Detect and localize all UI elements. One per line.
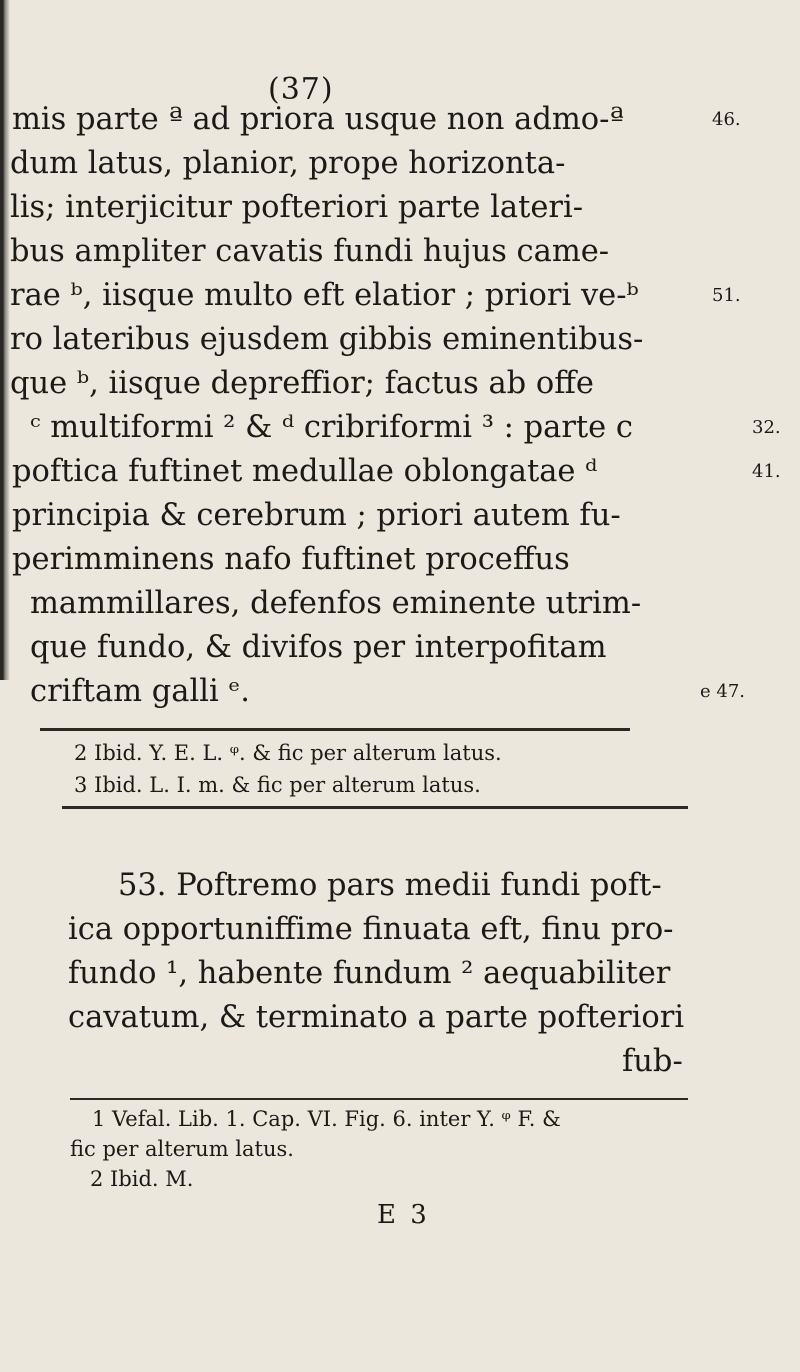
footnote-rule-bottom xyxy=(62,806,688,809)
main-line-7: que ᵇ, iisque depreffior; factus ab offe xyxy=(10,366,594,401)
margin-ref-51: 51. xyxy=(712,285,741,306)
main-line-8: ᶜ multiformi ² & ᵈ cribriformi ³ : parte c xyxy=(30,410,633,445)
printer-signature: E 3 xyxy=(377,1200,430,1230)
main-line-11: perimminens nafo fuftinet proceffus xyxy=(12,542,570,577)
main-line-3: lis; interjicitur pofteriori parte lateri- xyxy=(10,190,584,225)
catchword: fub- xyxy=(622,1044,683,1079)
footnote-3-upper: 3 Ibid. L. I. m. & fic per alterum latus. xyxy=(74,773,481,797)
footnote-rule-top xyxy=(40,728,630,731)
footnote-1-lower: 1 Vefal. Lib. 1. Cap. VI. Fig. 6. inter Y. ᵠ F. & xyxy=(92,1107,561,1131)
margin-ref-41: 41. xyxy=(752,461,781,482)
main-line-14: criftam galli ᵉ. xyxy=(30,674,250,709)
main-line-13: que fundo, & divifos per interpofitam xyxy=(30,630,607,665)
main-line-9: poftica fuftinet medullae oblongatae ᵈ xyxy=(12,454,598,489)
main-line-4: bus ampliter cavatis fundi hujus came- xyxy=(10,234,610,269)
section-53-line-1: 53. Poftremo pars medii fundi poft- xyxy=(118,868,662,903)
footnote-rule-lower xyxy=(70,1098,688,1100)
section-53-line-3: fundo ¹, habente fundum ² aequabiliter xyxy=(68,956,671,991)
margin-ref-47: e 47. xyxy=(700,681,745,702)
section-53-line-2: ica opportuniffime finuata eft, finu pro- xyxy=(68,912,674,947)
main-line-10: principia & cerebrum ; priori autem fu- xyxy=(12,498,621,533)
main-line-5: rae ᵇ, iisque multo eft elatior ; priori ve-ᵇ xyxy=(10,278,639,313)
footnote-2-upper: 2 Ibid. Y. E. L. ᵠ. & fic per alterum latus. xyxy=(74,741,502,765)
margin-ref-32: 32. xyxy=(752,417,781,438)
page-number: (37) xyxy=(268,72,334,107)
main-line-12: mammillares, defenfos eminente utrim- xyxy=(30,586,642,621)
section-53-line-4: cavatum, & terminato a parte pofteriori xyxy=(68,1000,685,1035)
binding-edge xyxy=(0,0,10,680)
footnote-2-lower: 2 Ibid. M. xyxy=(90,1167,194,1191)
main-line-1: mis parte ª ad priora usque non admo-ª xyxy=(12,102,624,137)
margin-ref-46: 46. xyxy=(712,109,741,130)
footnote-1-lower-cont: fic per alterum latus. xyxy=(70,1137,294,1161)
main-line-6: ro lateribus ejusdem gibbis eminentibus- xyxy=(10,322,644,357)
main-line-2: dum latus, planior, prope horizonta- xyxy=(10,146,566,181)
